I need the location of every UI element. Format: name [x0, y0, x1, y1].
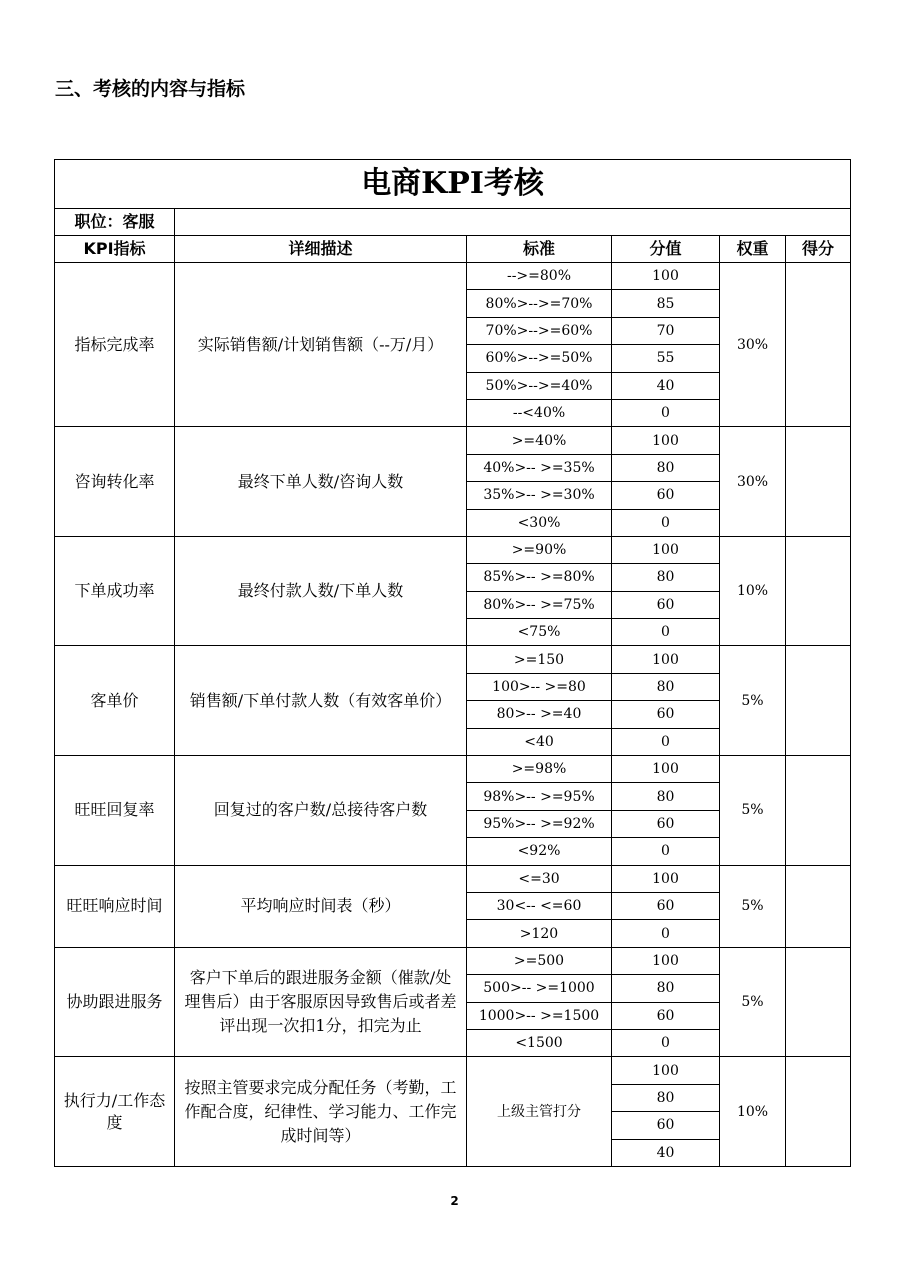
kpi-score: 80 [612, 454, 720, 481]
kpi-standard: 500>-- >=1000 [467, 975, 612, 1002]
kpi-score: 85 [612, 290, 720, 317]
section-heading: 三、考核的内容与指标 [55, 78, 246, 100]
kpi-standard: 30<-- <=60 [467, 892, 612, 919]
kpi-score: 0 [612, 920, 720, 947]
header-description: 详细描述 [175, 236, 467, 263]
kpi-table [54, 159, 851, 1167]
kpi-score: 100 [612, 263, 720, 290]
kpi-result [786, 756, 851, 866]
kpi-score: 60 [612, 1112, 720, 1139]
kpi-name: 下单成功率 [55, 536, 175, 646]
kpi-standard: 80>-- >=40 [467, 701, 612, 728]
kpi-score: 80 [612, 975, 720, 1002]
kpi-score: 55 [612, 345, 720, 372]
kpi-description: 实际销售额/计划销售额（--万/月） [175, 263, 467, 427]
header-score: 分值 [612, 236, 720, 263]
kpi-description: 回复过的客户数/总接待客户数 [175, 756, 467, 866]
kpi-description: 最终付款人数/下单人数 [175, 536, 467, 646]
table-title: 电商KPI考核 [55, 160, 851, 209]
kpi-name: 指标完成率 [55, 263, 175, 427]
position-value [175, 209, 851, 236]
kpi-weight: 5% [720, 865, 786, 947]
kpi-score: 80 [612, 564, 720, 591]
kpi-standard: >120 [467, 920, 612, 947]
kpi-weight: 5% [720, 646, 786, 756]
kpi-score: 60 [612, 1002, 720, 1029]
kpi-result [786, 865, 851, 947]
kpi-score: 60 [612, 810, 720, 837]
header-kpi: KPI指标 [55, 236, 175, 263]
kpi-standard: >=150 [467, 646, 612, 673]
kpi-score: 60 [612, 701, 720, 728]
kpi-score: 80 [612, 783, 720, 810]
kpi-score: 100 [612, 646, 720, 673]
kpi-score: 70 [612, 317, 720, 344]
kpi-standard: <92% [467, 838, 612, 865]
kpi-description: 销售额/下单付款人数（有效客单价） [175, 646, 467, 756]
kpi-standard: >=90% [467, 536, 612, 563]
kpi-standard: --<40% [467, 399, 612, 426]
kpi-name: 旺旺响应时间 [55, 865, 175, 947]
kpi-score: 100 [612, 1057, 720, 1084]
kpi-score: 100 [612, 865, 720, 892]
kpi-standard: <30% [467, 509, 612, 536]
kpi-name: 旺旺回复率 [55, 756, 175, 866]
kpi-description: 平均响应时间表（秒） [175, 865, 467, 947]
kpi-score: 40 [612, 372, 720, 399]
kpi-standard: 80%>-- >=75% [467, 591, 612, 618]
kpi-standard: 70%>-->=60% [467, 317, 612, 344]
kpi-standard: 35%>-- >=30% [467, 482, 612, 509]
kpi-name: 咨询转化率 [55, 427, 175, 537]
header-result: 得分 [786, 236, 851, 263]
kpi-score: 0 [612, 399, 720, 426]
kpi-score: 40 [612, 1139, 720, 1166]
kpi-score: 0 [612, 728, 720, 755]
kpi-result [786, 263, 851, 427]
kpi-weight: 10% [720, 1057, 786, 1167]
kpi-standard: <75% [467, 619, 612, 646]
kpi-standard: 98%>-- >=95% [467, 783, 612, 810]
kpi-result [786, 646, 851, 756]
kpi-score: 0 [612, 619, 720, 646]
kpi-weight: 5% [720, 756, 786, 866]
kpi-result [786, 947, 851, 1057]
table-row [55, 263, 851, 290]
kpi-standard: >=40% [467, 427, 612, 454]
kpi-description: 最终下单人数/咨询人数 [175, 427, 467, 537]
kpi-standard: 40%>-- >=35% [467, 454, 612, 481]
kpi-score: 60 [612, 892, 720, 919]
kpi-standard: 95%>-- >=92% [467, 810, 612, 837]
kpi-standard: <40 [467, 728, 612, 755]
kpi-score: 100 [612, 756, 720, 783]
kpi-weight: 10% [720, 536, 786, 646]
kpi-name: 执行力/工作态度 [55, 1057, 175, 1167]
kpi-standard: 1000>-- >=1500 [467, 1002, 612, 1029]
position-label: 职位：客服 [55, 209, 175, 236]
header-standard: 标准 [467, 236, 612, 263]
kpi-standard: 80%>-->=70% [467, 290, 612, 317]
kpi-score: 60 [612, 591, 720, 618]
kpi-result [786, 536, 851, 646]
table-row [55, 756, 851, 783]
kpi-standard: <=30 [467, 865, 612, 892]
table-row [55, 646, 851, 673]
kpi-standard: >=500 [467, 947, 612, 974]
kpi-standard: 50%>-->=40% [467, 372, 612, 399]
kpi-name: 客单价 [55, 646, 175, 756]
kpi-weight: 30% [720, 427, 786, 537]
table-row [55, 536, 851, 563]
kpi-score: 100 [612, 427, 720, 454]
kpi-description: 客户下单后的跟进服务金额（催款/处理售后）由于客服原因导致售后或者差评出现一次扣1分，扣完为止 [175, 947, 467, 1057]
table-row [55, 947, 851, 974]
kpi-score: 100 [612, 536, 720, 563]
kpi-score: 0 [612, 509, 720, 536]
kpi-weight: 5% [720, 947, 786, 1057]
page-number: 2 [450, 1194, 459, 1208]
kpi-standard: -->=80% [467, 263, 612, 290]
kpi-result [786, 1057, 851, 1167]
kpi-weight: 30% [720, 263, 786, 427]
table-row [55, 427, 851, 454]
kpi-result [786, 427, 851, 537]
table-row [55, 865, 851, 892]
kpi-standard: 上级主管打分 [467, 1057, 612, 1167]
kpi-score: 100 [612, 947, 720, 974]
kpi-score: 60 [612, 482, 720, 509]
kpi-standard: <1500 [467, 1029, 612, 1056]
table-row [55, 1057, 851, 1084]
kpi-standard: 60%>-->=50% [467, 345, 612, 372]
kpi-standard: 85%>-- >=80% [467, 564, 612, 591]
kpi-standard: >=98% [467, 756, 612, 783]
kpi-score: 0 [612, 838, 720, 865]
kpi-score: 80 [612, 1084, 720, 1111]
kpi-score: 80 [612, 673, 720, 700]
header-weight: 权重 [720, 236, 786, 263]
kpi-score: 0 [612, 1029, 720, 1056]
kpi-name: 协助跟进服务 [55, 947, 175, 1057]
kpi-standard: 100>-- >=80 [467, 673, 612, 700]
kpi-description: 按照主管要求完成分配任务（考勤，工作配合度，纪律性、学习能力、工作完成时间等） [175, 1057, 467, 1167]
